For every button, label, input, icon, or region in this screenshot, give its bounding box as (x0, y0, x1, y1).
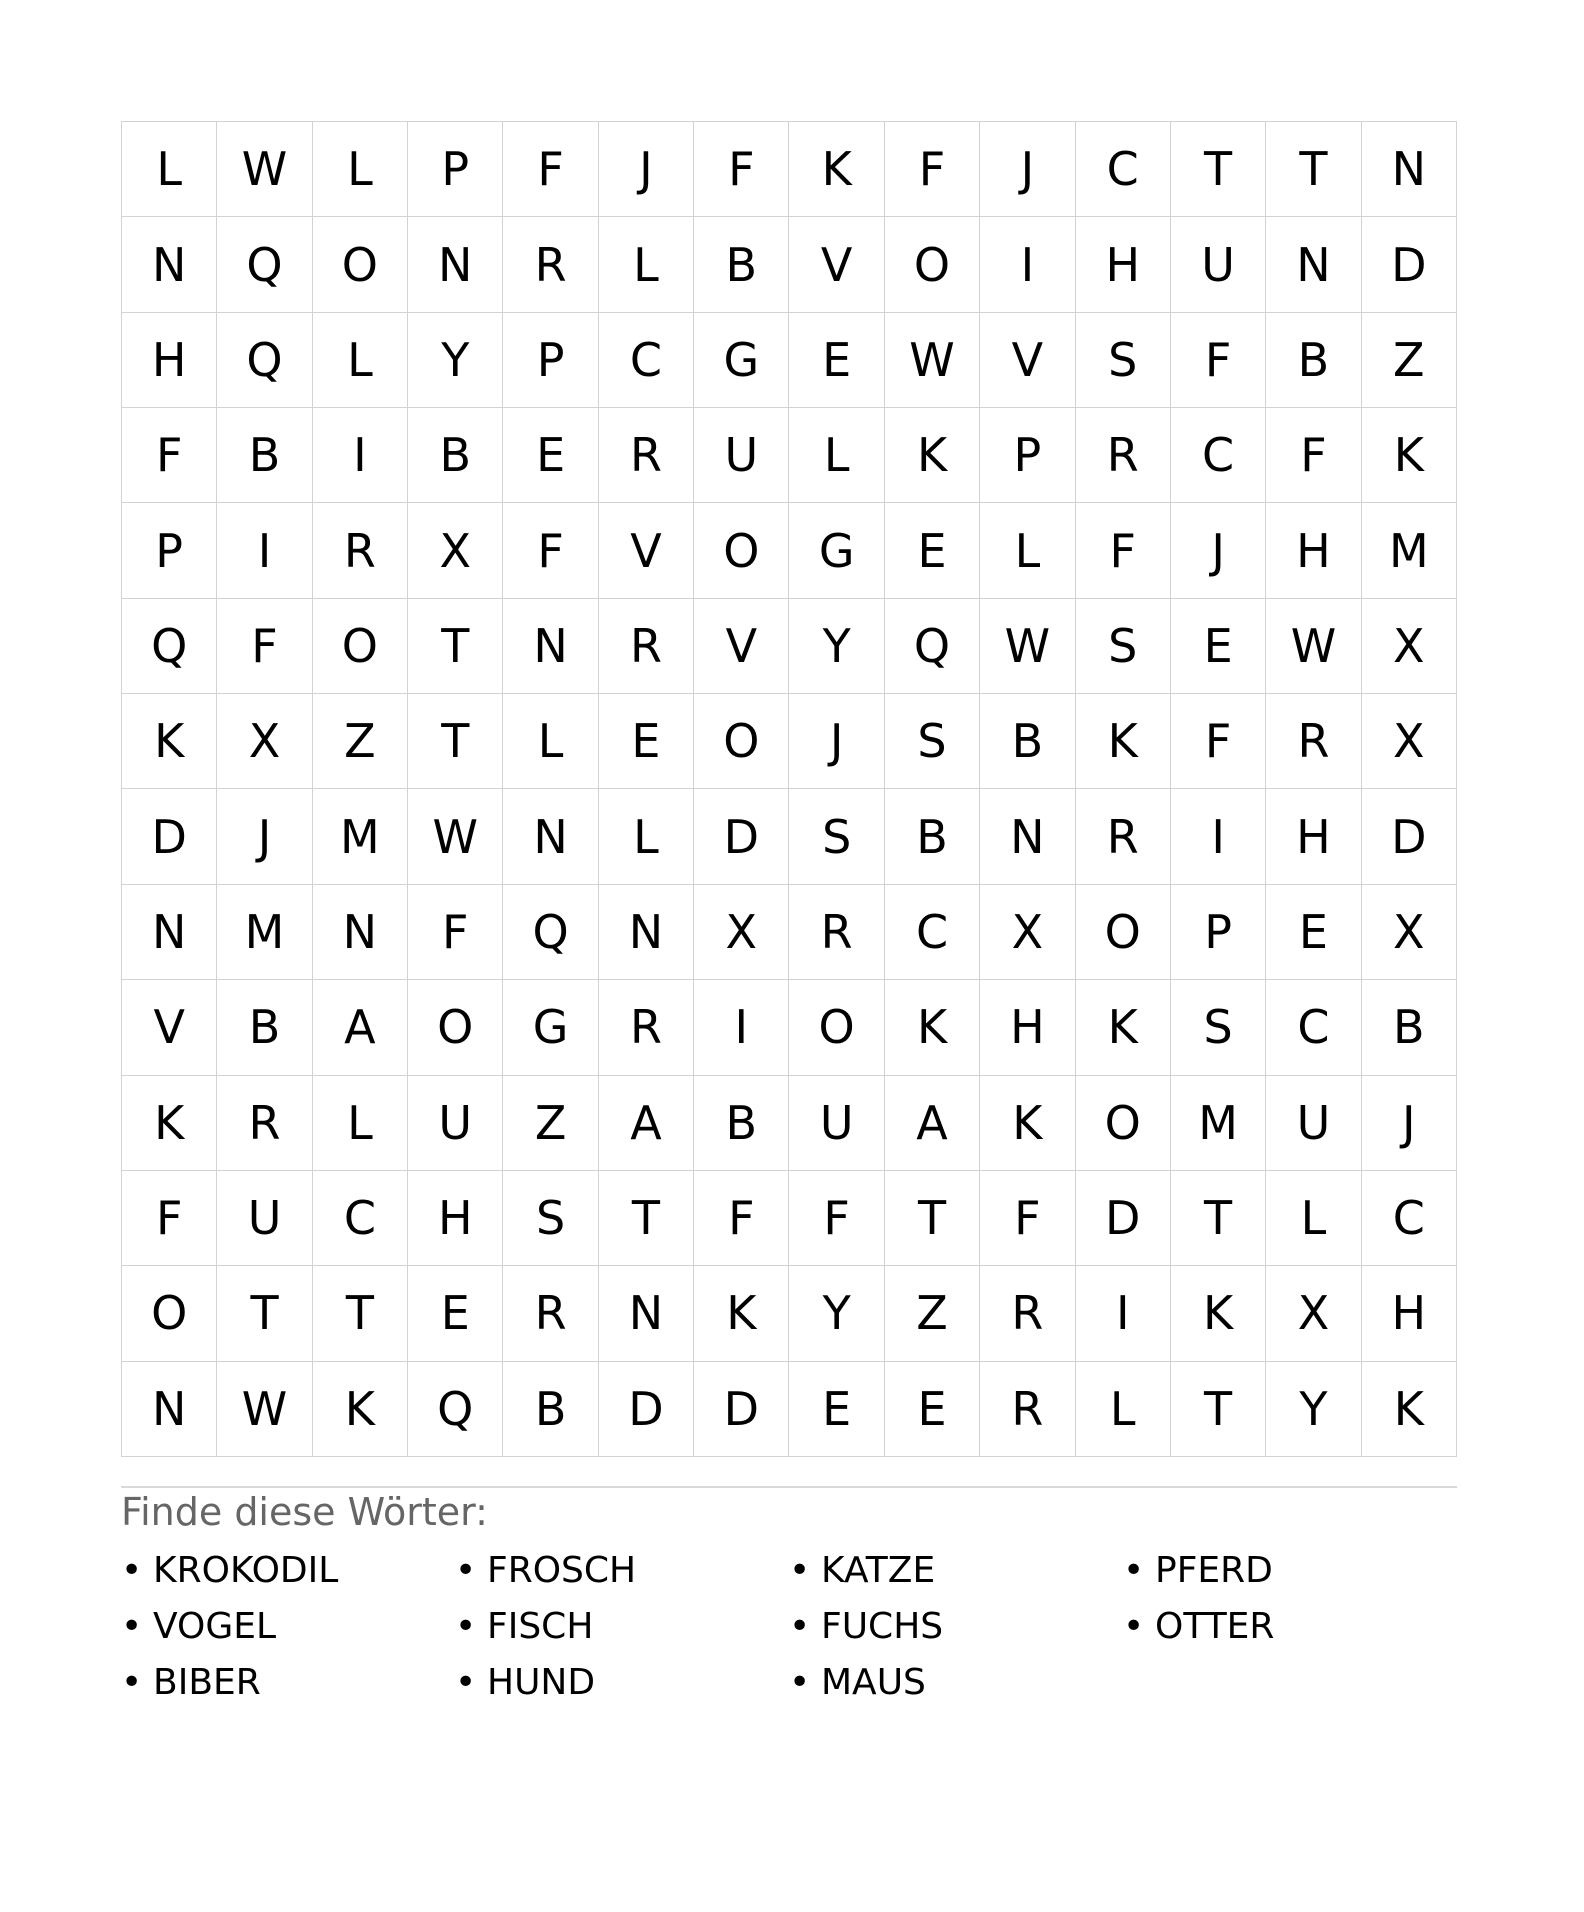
grid-cell[interactable]: O (1076, 885, 1171, 980)
grid-cell[interactable]: N (1362, 122, 1457, 217)
word-label: FROSCH (487, 1550, 637, 1591)
grid-cell[interactable]: F (694, 1171, 789, 1266)
grid-cell[interactable]: F (122, 1171, 217, 1266)
grid-cell[interactable]: A (885, 1076, 980, 1171)
grid-cell[interactable]: W (408, 789, 503, 884)
grid-cell[interactable]: R (599, 599, 694, 694)
grid-cell[interactable]: T (217, 1266, 312, 1361)
bullet-icon: • (1123, 1606, 1145, 1647)
grid-cell[interactable]: I (313, 408, 408, 503)
grid-cell[interactable]: B (217, 980, 312, 1075)
grid-cell[interactable]: L (313, 313, 408, 408)
word-label: KATZE (821, 1550, 936, 1591)
grid-cell[interactable]: F (1171, 313, 1266, 408)
grid-cell[interactable]: U (217, 1171, 312, 1266)
grid-cell[interactable]: E (408, 1266, 503, 1361)
grid-cell[interactable]: K (122, 694, 217, 789)
grid-cell[interactable]: X (1362, 885, 1457, 980)
grid-cell[interactable]: X (1266, 1266, 1361, 1361)
grid-cell[interactable]: V (122, 980, 217, 1075)
grid-cell[interactable]: I (1171, 789, 1266, 884)
grid-cell[interactable]: R (980, 1266, 1075, 1361)
grid-cell[interactable]: V (980, 313, 1075, 408)
word-list-item (789, 1550, 1123, 1606)
word-label: OTTER (1155, 1606, 1275, 1647)
grid-cell[interactable]: H (122, 313, 217, 408)
grid-cell[interactable]: G (503, 980, 598, 1075)
grid-cell[interactable]: O (122, 1266, 217, 1361)
grid-cell[interactable]: L (503, 694, 598, 789)
grid-cell[interactable]: B (980, 694, 1075, 789)
grid-cell[interactable]: R (1076, 789, 1171, 884)
grid-cell[interactable]: D (694, 789, 789, 884)
grid-cell[interactable]: K (885, 408, 980, 503)
grid-cell[interactable]: B (694, 1076, 789, 1171)
grid-cell[interactable]: N (599, 1266, 694, 1361)
grid-cell[interactable]: C (313, 1171, 408, 1266)
grid-cell[interactable]: F (885, 122, 980, 217)
grid-cell[interactable]: D (1076, 1171, 1171, 1266)
grid-cell[interactable]: I (694, 980, 789, 1075)
grid-cell[interactable]: K (1362, 408, 1457, 503)
grid-cell[interactable]: O (694, 694, 789, 789)
grid-cell[interactable]: R (789, 885, 884, 980)
grid-cell[interactable]: C (1362, 1171, 1457, 1266)
grid-cell[interactable]: L (599, 217, 694, 312)
grid-cell[interactable]: F (980, 1171, 1075, 1266)
grid-cell[interactable]: T (1266, 122, 1361, 217)
divider (121, 1486, 1457, 1488)
grid-cell[interactable]: T (408, 694, 503, 789)
grid-cell[interactable]: S (1076, 599, 1171, 694)
word-label: KROKODIL (153, 1550, 339, 1591)
grid-cell[interactable]: C (599, 313, 694, 408)
word-list-item (121, 1606, 455, 1662)
grid-cell[interactable]: O (789, 980, 884, 1075)
grid-cell[interactable]: O (1076, 1076, 1171, 1171)
grid-cell[interactable]: X (408, 503, 503, 598)
grid-cell[interactable]: L (313, 1076, 408, 1171)
grid-cell[interactable]: M (1362, 503, 1457, 598)
grid-cell[interactable]: E (599, 694, 694, 789)
grid-cell[interactable]: B (1362, 980, 1457, 1075)
grid-cell[interactable]: G (789, 503, 884, 598)
bullet-icon: • (455, 1550, 477, 1591)
bullet-icon: • (455, 1662, 477, 1703)
grid-cell[interactable]: T (1171, 1362, 1266, 1457)
grid-cell[interactable]: D (1362, 217, 1457, 312)
grid-cell[interactable]: G (694, 313, 789, 408)
grid-cell[interactable]: J (599, 122, 694, 217)
grid-cell[interactable]: N (313, 885, 408, 980)
grid-cell[interactable]: F (503, 503, 598, 598)
bullet-icon: • (1123, 1550, 1145, 1591)
grid-cell[interactable]: W (217, 1362, 312, 1457)
grid-cell[interactable]: F (217, 599, 312, 694)
word-list-item (455, 1606, 789, 1662)
grid-cell[interactable]: O (408, 980, 503, 1075)
word-list-item (1123, 1550, 1457, 1606)
word-label: FISCH (487, 1606, 594, 1647)
grid-cell[interactable]: W (885, 313, 980, 408)
grid-cell[interactable]: U (408, 1076, 503, 1171)
grid-cell[interactable]: I (1076, 1266, 1171, 1361)
grid-cell[interactable]: Q (217, 313, 312, 408)
grid-cell[interactable]: J (1362, 1076, 1457, 1171)
grid-cell[interactable]: Q (408, 1362, 503, 1457)
grid-cell[interactable]: U (789, 1076, 884, 1171)
word-list (121, 1550, 1457, 1718)
grid-cell[interactable]: B (694, 217, 789, 312)
grid-cell[interactable]: E (1266, 885, 1361, 980)
grid-cell[interactable]: H (408, 1171, 503, 1266)
bullet-icon: • (121, 1662, 143, 1703)
grid-cell[interactable]: W (980, 599, 1075, 694)
grid-cell[interactable]: O (885, 217, 980, 312)
grid-cell[interactable]: C (1266, 980, 1361, 1075)
grid-cell[interactable]: H (980, 980, 1075, 1075)
grid-cell[interactable]: X (1362, 694, 1457, 789)
grid-cell[interactable]: T (1171, 1171, 1266, 1266)
grid-cell[interactable]: T (885, 1171, 980, 1266)
grid-cell[interactable]: Z (503, 1076, 598, 1171)
word-search-grid (121, 121, 1457, 1457)
grid-cell[interactable]: T (1171, 122, 1266, 217)
grid-cell[interactable]: S (1171, 980, 1266, 1075)
grid-cell[interactable]: Q (503, 885, 598, 980)
grid-cell[interactable]: P (1171, 885, 1266, 980)
grid-cell[interactable]: L (789, 408, 884, 503)
grid-cell[interactable]: M (313, 789, 408, 884)
grid-cell[interactable]: R (503, 217, 598, 312)
bullet-icon: • (789, 1606, 811, 1647)
grid-cell[interactable]: F (122, 408, 217, 503)
grid-cell[interactable]: E (1171, 599, 1266, 694)
word-list-item (789, 1606, 1123, 1662)
grid-cell[interactable]: Z (1362, 313, 1457, 408)
grid-cell[interactable]: X (217, 694, 312, 789)
word-list-item (455, 1550, 789, 1606)
word-label: HUND (487, 1662, 596, 1703)
grid-cell[interactable]: Q (122, 599, 217, 694)
grid-cell[interactable]: N (1266, 217, 1361, 312)
word-list-item (121, 1662, 455, 1718)
bullet-icon: • (121, 1606, 143, 1647)
grid-cell[interactable]: L (1266, 1171, 1361, 1266)
word-list-item (789, 1662, 1123, 1718)
grid-cell[interactable]: X (1362, 599, 1457, 694)
grid-cell[interactable]: W (217, 122, 312, 217)
grid-cell[interactable]: Y (1266, 1362, 1361, 1457)
grid-cell[interactable]: V (599, 503, 694, 598)
grid-cell[interactable]: T (599, 1171, 694, 1266)
bullet-icon: • (789, 1550, 811, 1591)
grid-cell[interactable]: J (789, 694, 884, 789)
grid-cell[interactable]: P (503, 313, 598, 408)
grid-cell[interactable]: V (694, 599, 789, 694)
grid-cell[interactable]: K (885, 980, 980, 1075)
grid-cell[interactable]: Y (408, 313, 503, 408)
bullet-icon: • (121, 1550, 143, 1591)
grid-cell[interactable]: N (122, 1362, 217, 1457)
grid-cell[interactable]: F (1266, 408, 1361, 503)
grid-cell[interactable]: B (217, 408, 312, 503)
grid-cell[interactable]: P (122, 503, 217, 598)
grid-cell[interactable]: B (503, 1362, 598, 1457)
grid-cell[interactable]: F (503, 122, 598, 217)
grid-cell[interactable]: D (599, 1362, 694, 1457)
grid-cell[interactable]: C (1171, 408, 1266, 503)
grid-cell[interactable]: S (789, 789, 884, 884)
grid-cell[interactable]: O (313, 599, 408, 694)
grid-cell[interactable]: S (1076, 313, 1171, 408)
grid-cell[interactable]: J (980, 122, 1075, 217)
grid-cell[interactable]: E (789, 313, 884, 408)
grid-cell[interactable]: M (217, 885, 312, 980)
grid-cell[interactable]: A (313, 980, 408, 1075)
grid-cell[interactable]: N (122, 217, 217, 312)
grid-cell[interactable]: Y (789, 1266, 884, 1361)
grid-cell[interactable]: K (313, 1362, 408, 1457)
grid-cell[interactable]: F (1171, 694, 1266, 789)
grid-cell[interactable]: E (503, 408, 598, 503)
grid-cell[interactable]: L (980, 503, 1075, 598)
grid-cell[interactable]: R (1266, 694, 1361, 789)
grid-cell[interactable]: K (122, 1076, 217, 1171)
grid-cell[interactable]: R (217, 1076, 312, 1171)
word-list-item (1123, 1606, 1457, 1662)
word-label: BIBER (153, 1662, 261, 1703)
grid-cell[interactable]: L (122, 122, 217, 217)
grid-cell[interactable]: O (313, 217, 408, 312)
word-label: FUCHS (821, 1606, 944, 1647)
grid-cell[interactable]: R (503, 1266, 598, 1361)
grid-cell[interactable]: U (694, 408, 789, 503)
grid-cell[interactable]: H (1266, 503, 1361, 598)
word-list-item (121, 1550, 455, 1606)
grid-cell[interactable]: F (789, 1171, 884, 1266)
grid-cell[interactable]: K (1076, 980, 1171, 1075)
grid-cell[interactable]: S (885, 694, 980, 789)
grid-cell[interactable]: N (503, 599, 598, 694)
grid-cell[interactable]: K (1076, 694, 1171, 789)
grid-cell[interactable]: R (1076, 408, 1171, 503)
grid-cell[interactable]: K (1171, 1266, 1266, 1361)
grid-cell[interactable]: N (599, 885, 694, 980)
grid-cell[interactable]: J (1171, 503, 1266, 598)
grid-cell[interactable]: Q (217, 217, 312, 312)
grid-cell[interactable]: K (980, 1076, 1075, 1171)
word-label: MAUS (821, 1662, 926, 1703)
grid-cell[interactable]: K (789, 122, 884, 217)
word-label: VOGEL (153, 1606, 277, 1647)
grid-cell[interactable]: R (980, 1362, 1075, 1457)
grid-cell[interactable]: X (980, 885, 1075, 980)
grid-cell[interactable]: L (1076, 1362, 1171, 1457)
grid-cell[interactable]: S (503, 1171, 598, 1266)
grid-cell[interactable]: L (313, 122, 408, 217)
grid-cell[interactable]: D (122, 789, 217, 884)
grid-cell[interactable]: R (313, 503, 408, 598)
grid-cell[interactable]: N (408, 217, 503, 312)
word-label: PFERD (1155, 1550, 1273, 1591)
grid-cell[interactable]: X (694, 885, 789, 980)
grid-cell[interactable]: P (980, 408, 1075, 503)
grid-cell[interactable]: P (408, 122, 503, 217)
word-list-title: Finde diese Wörter: (121, 1490, 488, 1534)
grid-cell[interactable]: J (217, 789, 312, 884)
grid-cell[interactable]: I (980, 217, 1075, 312)
grid-cell[interactable]: N (503, 789, 598, 884)
grid-cell[interactable]: Q (885, 599, 980, 694)
grid-cell[interactable]: F (694, 122, 789, 217)
grid-cell[interactable]: R (599, 408, 694, 503)
grid-cell[interactable]: N (122, 885, 217, 980)
grid-cell[interactable]: H (1076, 217, 1171, 312)
grid-cell[interactable]: N (980, 789, 1075, 884)
grid-cell[interactable]: B (1266, 313, 1361, 408)
grid-cell[interactable]: D (694, 1362, 789, 1457)
grid-cell[interactable]: A (599, 1076, 694, 1171)
grid-cell[interactable]: K (1362, 1362, 1457, 1457)
grid-cell[interactable]: H (1266, 789, 1361, 884)
grid-cell[interactable]: W (1266, 599, 1361, 694)
grid-cell[interactable]: T (313, 1266, 408, 1361)
grid-cell[interactable]: E (789, 1362, 884, 1457)
word-list-item (455, 1662, 789, 1718)
grid-cell[interactable]: F (1076, 503, 1171, 598)
grid-cell[interactable]: F (408, 885, 503, 980)
grid-cell[interactable]: B (408, 408, 503, 503)
bullet-icon: • (455, 1606, 477, 1647)
grid-cell[interactable]: D (1362, 789, 1457, 884)
grid-cell[interactable]: E (885, 1362, 980, 1457)
grid-cell[interactable]: U (1266, 1076, 1361, 1171)
grid-cell[interactable]: B (885, 789, 980, 884)
grid-cell[interactable]: Y (789, 599, 884, 694)
grid-cell[interactable]: U (1171, 217, 1266, 312)
grid-cell[interactable]: Z (313, 694, 408, 789)
bullet-icon: • (789, 1662, 811, 1703)
grid-cell[interactable]: M (1171, 1076, 1266, 1171)
grid-cell[interactable]: C (885, 885, 980, 980)
grid-cell[interactable]: L (599, 789, 694, 884)
grid-cell[interactable]: R (599, 980, 694, 1075)
grid-cell[interactable]: H (1362, 1266, 1457, 1361)
grid-cell[interactable]: T (408, 599, 503, 694)
grid-cell[interactable]: O (694, 503, 789, 598)
grid-cell[interactable]: Z (885, 1266, 980, 1361)
grid-cell[interactable]: E (885, 503, 980, 598)
grid-cell[interactable]: C (1076, 122, 1171, 217)
grid-cell[interactable]: V (789, 217, 884, 312)
grid-cell[interactable]: K (694, 1266, 789, 1361)
grid-cell[interactable]: I (217, 503, 312, 598)
